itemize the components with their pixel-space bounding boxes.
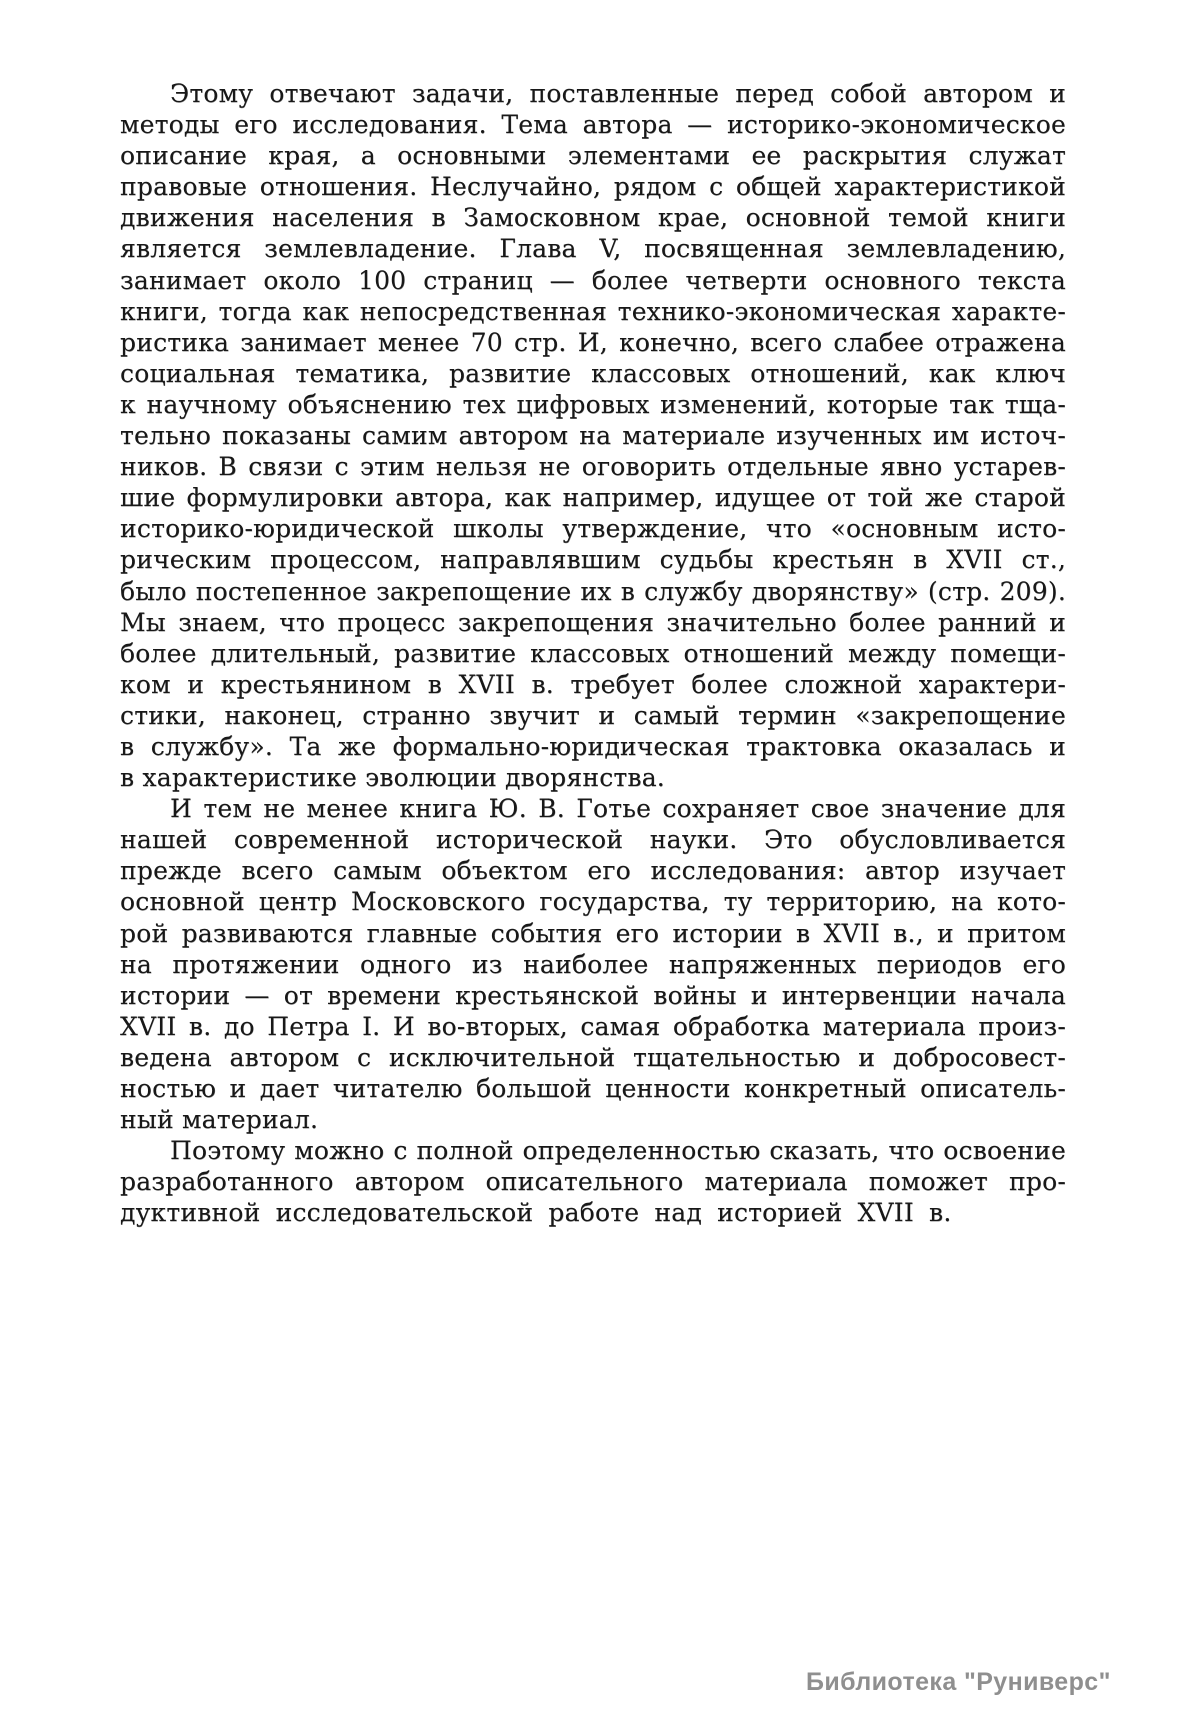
- text-line: разработанного автором описательного материала поможет про-: [120, 1167, 1066, 1197]
- text-line: занимает около 100 страниц — более четверти основного текста: [120, 265, 1066, 295]
- text-line: Этому отвечают задачи, поставленные перед собой автором и: [170, 79, 1066, 108]
- text-line: стики, наконец, странно звучит и самый термин «закрепощение: [120, 700, 1066, 730]
- paragraph: [120, 1135, 1066, 1228]
- text-line: XVII в. до Петра I. И во-вторых, самая обработка материала произ-: [120, 1011, 1066, 1041]
- text-line: И тем не менее книга Ю. В. Готье сохраняет свое значение для: [170, 794, 1066, 824]
- paragraph: [120, 78, 1066, 793]
- text-line: дуктивной исследовательской работе над историей XVII в.: [120, 1198, 952, 1228]
- text-line: на протяжении одного из наиболее напряженных периодов его: [120, 949, 1066, 979]
- text-line: тельно показаны самим автором на материале изученных им источ-: [120, 421, 1066, 451]
- text-line: социальная тематика, развитие классовых отношений, как ключ: [120, 358, 1066, 388]
- text-line: ностью и дает читателю большой ценности конкретный описатель-: [120, 1074, 1066, 1103]
- text-line: Мы знаем, что процесс закрепощения значительно более ранний и: [120, 607, 1066, 637]
- text-block: [120, 78, 1066, 1228]
- text-line: ристика занимает менее 70 стр. И, конечно, всего слабее отражена: [120, 327, 1066, 357]
- text-line: ный материал.: [120, 1105, 319, 1135]
- text-line: рическим процессом, направлявшим судьбы крестьян в XVII ст.,: [120, 545, 1066, 575]
- text-line: ком и крестьянином в XVII в. требует более сложной характери-: [120, 669, 1066, 699]
- text-line: нашей современной исторической науки. Это обусловливается: [120, 825, 1066, 855]
- text-line: правовые отношения. Неслучайно, рядом с общей характеристикой: [120, 172, 1066, 202]
- text-line: Поэтому можно с полной определенностью сказать, что освоение: [170, 1136, 1066, 1166]
- text-line: ведена автором с исключительной тщательностью и добросовест-: [120, 1042, 1066, 1072]
- text-line: рой развиваются главные события его истории в XVII в., и притом: [120, 918, 1066, 948]
- text-line: методы его исследования. Тема автора — историко-экономическое: [120, 110, 1066, 140]
- paragraph: [120, 793, 1066, 1135]
- watermark-library-runivers: Библиотека "Руниверс": [806, 1668, 1111, 1696]
- text-line: основной центр Московского государства, ту территорию, на кото-: [120, 887, 1066, 917]
- text-line: ников. В связи с этим нельзя не оговорить отдельные явно устарев-: [120, 452, 1066, 482]
- text-line: историко-юридической школы утверждение, что «основным исто-: [120, 514, 1066, 544]
- text-line: в службу». Та же формально-юридическая трактовка оказалась и: [120, 731, 1066, 761]
- text-line: прежде всего самым объектом его исследования: автор изучает: [120, 856, 1066, 886]
- text-line: движения населения в Замосковном крае, основной темой книги: [120, 203, 1066, 233]
- text-line: шие формулировки автора, как например, идущее от той же старой: [120, 483, 1066, 513]
- text-line: более длительный, развитие классовых отношений между помещи-: [120, 638, 1066, 668]
- text-line: было постепенное закрепощение их в службу дворянству» (стр. 209).: [120, 576, 1066, 606]
- text-line: в характеристике эволюции дворянства.: [120, 763, 665, 793]
- text-line: является землевладение. Глава V, посвященная землевладению,: [120, 234, 1066, 264]
- text-line: описание края, а основными элементами ее раскрытия служат: [120, 141, 1066, 171]
- text-line: истории — от времени крестьянской войны и интервенции начала: [120, 980, 1066, 1010]
- text-line: книги, тогда как непосредственная технико-экономическая характе-: [120, 296, 1066, 326]
- text-line: к научному объяснению тех цифровых изменений, которые так тща-: [120, 389, 1066, 419]
